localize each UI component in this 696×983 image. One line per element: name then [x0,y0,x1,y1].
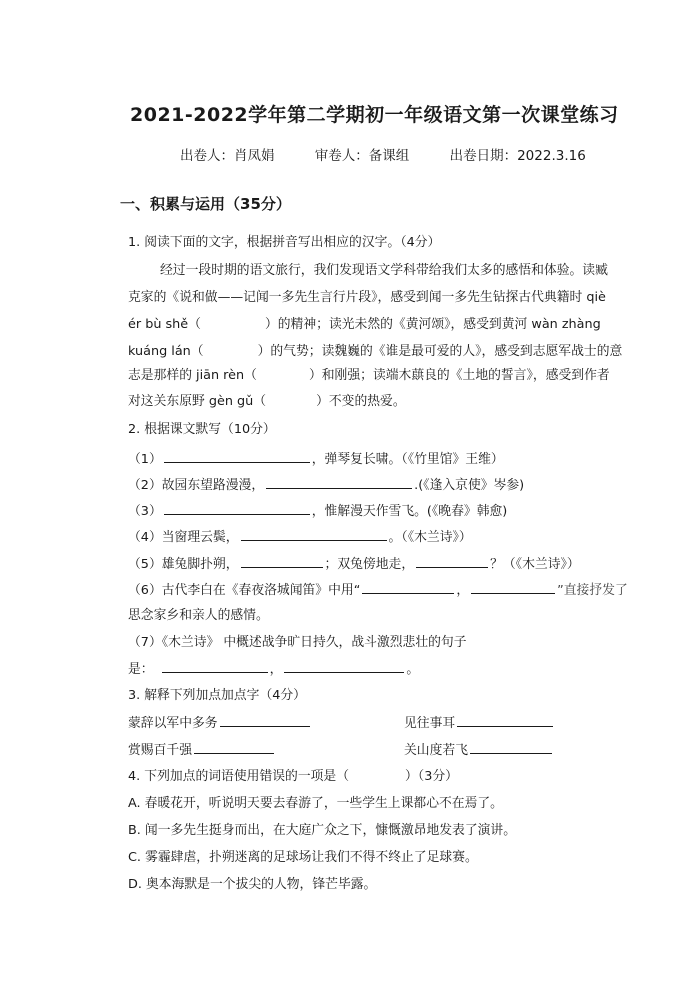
q4-option-b: B. 闻一多先生挺身而出，在大庭广众之下，慷慨激昂地发表了演讲。 [128,823,517,838]
section-title: 一、积累与运用（35分） [120,195,291,213]
q3-blank-c[interactable] [194,741,274,754]
q2-blank-3[interactable] [164,502,310,515]
q4-option-d: D. 奥本海默是一个拔尖的人物，锋芒毕露。 [128,877,377,892]
q2-blank-4[interactable] [241,528,387,541]
q1-para-line-2: 克家的《说和做——记闻一多先生言行片段》，感受到闻一多先生钻探古代典籍时 qiè [128,290,606,305]
q4-stem: 4. 下列加点的词语使用错误的一项是（ ）（3分） [128,769,458,784]
date-label: 出卷日期：2022.3.16 [449,148,586,164]
q2-stem: 2. 根据课文默写（10分） [128,422,276,437]
q2-item-1: （1） ，弹琴复长啸。（《竹里馆》王维） [128,452,504,467]
q2-blank-1[interactable] [164,450,310,463]
q3-item-d: 关山度若飞 [404,741,554,760]
q1-para-line-4: kuáng lán（ ）的气势；读魏巍的《谁是最可爱的人》，感受到志愿军战士的意 [128,344,623,359]
q2-blank-6[interactable] [416,555,488,568]
reviewer-label: 审卷人：备课组 [314,148,410,164]
setter-label: 出卷人：肖凤娟 [180,148,275,164]
q2-blank-5[interactable] [241,555,323,568]
q1-para-line-1: 经过一段时期的语文旅行，我们发现语文学科带给我们太多的感悟和体验。读臧 [160,263,608,278]
q2-item-7-answer: 是： ， 。 [128,662,420,677]
q3-item-b: 见往事耳 [404,714,555,733]
q2-item-4: （4）当窗理云鬓， 。（《木兰诗》） [128,530,472,545]
q3-item-a: 蒙辞以军中多务 [128,714,312,733]
q2-item-2: （2）故园东望路漫漫， .(《逢入京使》岑参) [128,478,525,493]
page-title: 2021-2022学年第二学期初一年级语文第一次课堂练习 [130,104,619,126]
q2-item-6: （6）古代李白在《春夜洛城闻笛》中用“ ， ”直接抒发了 [128,583,628,598]
q4-option-a: A. 春暖花开，听说明天要去春游了，一些学生上课都心不在焉了。 [128,796,503,811]
q2-blank-10[interactable] [284,660,404,673]
q1-para-line-3: ér bù shě（ ）的精神；读光未然的《黄河颂》，感受到黄河 wàn zhàng [128,317,601,332]
q2-item-5: （5）雄兔脚扑朔， ；双兔傍地走， ？（《木兰诗》） [128,557,580,572]
q3-stem: 3. 解释下列加点加点字（4分） [128,688,306,703]
q1-para-line-5: 志是那样的 jiān rèn（ ）和刚强；读端木蕻良的《土地的誓言》，感受到作者 [128,368,610,383]
q2-blank-9[interactable] [162,660,268,673]
q4-option-c: C. 雾霾肆虐，扑朔迷离的足球场让我们不得不终止了足球赛。 [128,850,478,865]
q2-item-6-cont: 思念家乡和亲人的感情。 [128,608,269,623]
q3-blank-d[interactable] [470,741,552,754]
q3-item-c: 赏赐百千强 [128,741,276,760]
q1-para-line-6: 对这关东原野 gèn gǔ（ ）不变的热爱。 [128,394,406,409]
byline [180,144,622,164]
q3-blank-a[interactable] [220,714,310,727]
q2-blank-8[interactable] [471,581,555,594]
q2-blank-7[interactable] [362,581,454,594]
q2-item-3: （3） ，惟解漫天作雪飞。(《晚春》韩愈) [128,504,508,519]
q2-item-7: （7）《木兰诗》 中概述战争旷日持久，战斗激烈悲壮的句子 [128,635,467,650]
q1-stem: 1. 阅读下面的文字，根据拼音写出相应的汉字。（4分） [128,235,441,250]
q2-blank-2[interactable] [266,476,412,489]
q3-blank-b[interactable] [457,714,553,727]
